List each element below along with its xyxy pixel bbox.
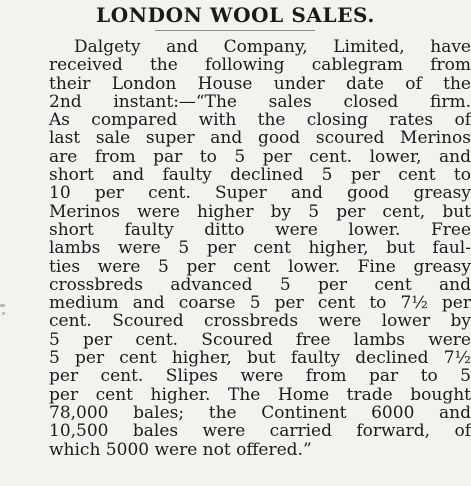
article-line: lambs were 5 per cent higher, but faul- bbox=[49, 239, 471, 258]
article-line: their London House under date of the bbox=[49, 74, 471, 93]
article-line: 78,000 bales; the Continent 6000 and bbox=[49, 403, 471, 423]
article-line: per cent. Slipes were from par to 5 bbox=[49, 367, 471, 386]
article-line: which 5000 were not offered.” bbox=[49, 440, 312, 459]
article-line: short and faulty declined 5 per cent to bbox=[49, 166, 471, 185]
article-line: 5 per cent higher, but faulty declined 7½ bbox=[49, 349, 471, 368]
article-line: cent. Scoured crossbreds were lower by bbox=[49, 312, 471, 331]
article-line: short faulty ditto were lower. Free bbox=[49, 220, 471, 240]
article-line: 2nd instant:—“The sales closed firm. bbox=[49, 92, 471, 112]
article-line: Merinos were higher by 5 per cent, but bbox=[49, 202, 471, 221]
article-line: As compared with the closing rates of bbox=[49, 111, 471, 130]
article-line: received the following cablegram from bbox=[49, 56, 471, 75]
print-speck bbox=[0, 304, 5, 307]
article-line: crossbreds advanced 5 per cent and bbox=[49, 275, 471, 295]
article-line: per cent higher. The Home trade bought bbox=[49, 385, 471, 404]
article-line: last sale super and good scoured Merinos bbox=[49, 129, 471, 148]
print-speck bbox=[2, 312, 5, 315]
article-body bbox=[49, 38, 471, 459]
article-line: medium and coarse 5 per cent to 7½ per bbox=[49, 294, 471, 313]
article-line: ties were 5 per cent lower. Fine greasy bbox=[49, 257, 471, 276]
article-line: are from par to 5 per cent. lower, and bbox=[49, 147, 471, 167]
headline: LONDON WOOL SALES. bbox=[96, 3, 375, 27]
article-line: 10 per cent. Super and good greasy bbox=[49, 184, 471, 203]
article-line: Dalgety and Company, Limited, have bbox=[74, 38, 471, 57]
article-line: 10,500 bales were carried forward, of bbox=[49, 422, 471, 441]
article-line: 5 per cent. Scoured free lambs were bbox=[49, 330, 471, 350]
headline-rule bbox=[155, 30, 315, 31]
